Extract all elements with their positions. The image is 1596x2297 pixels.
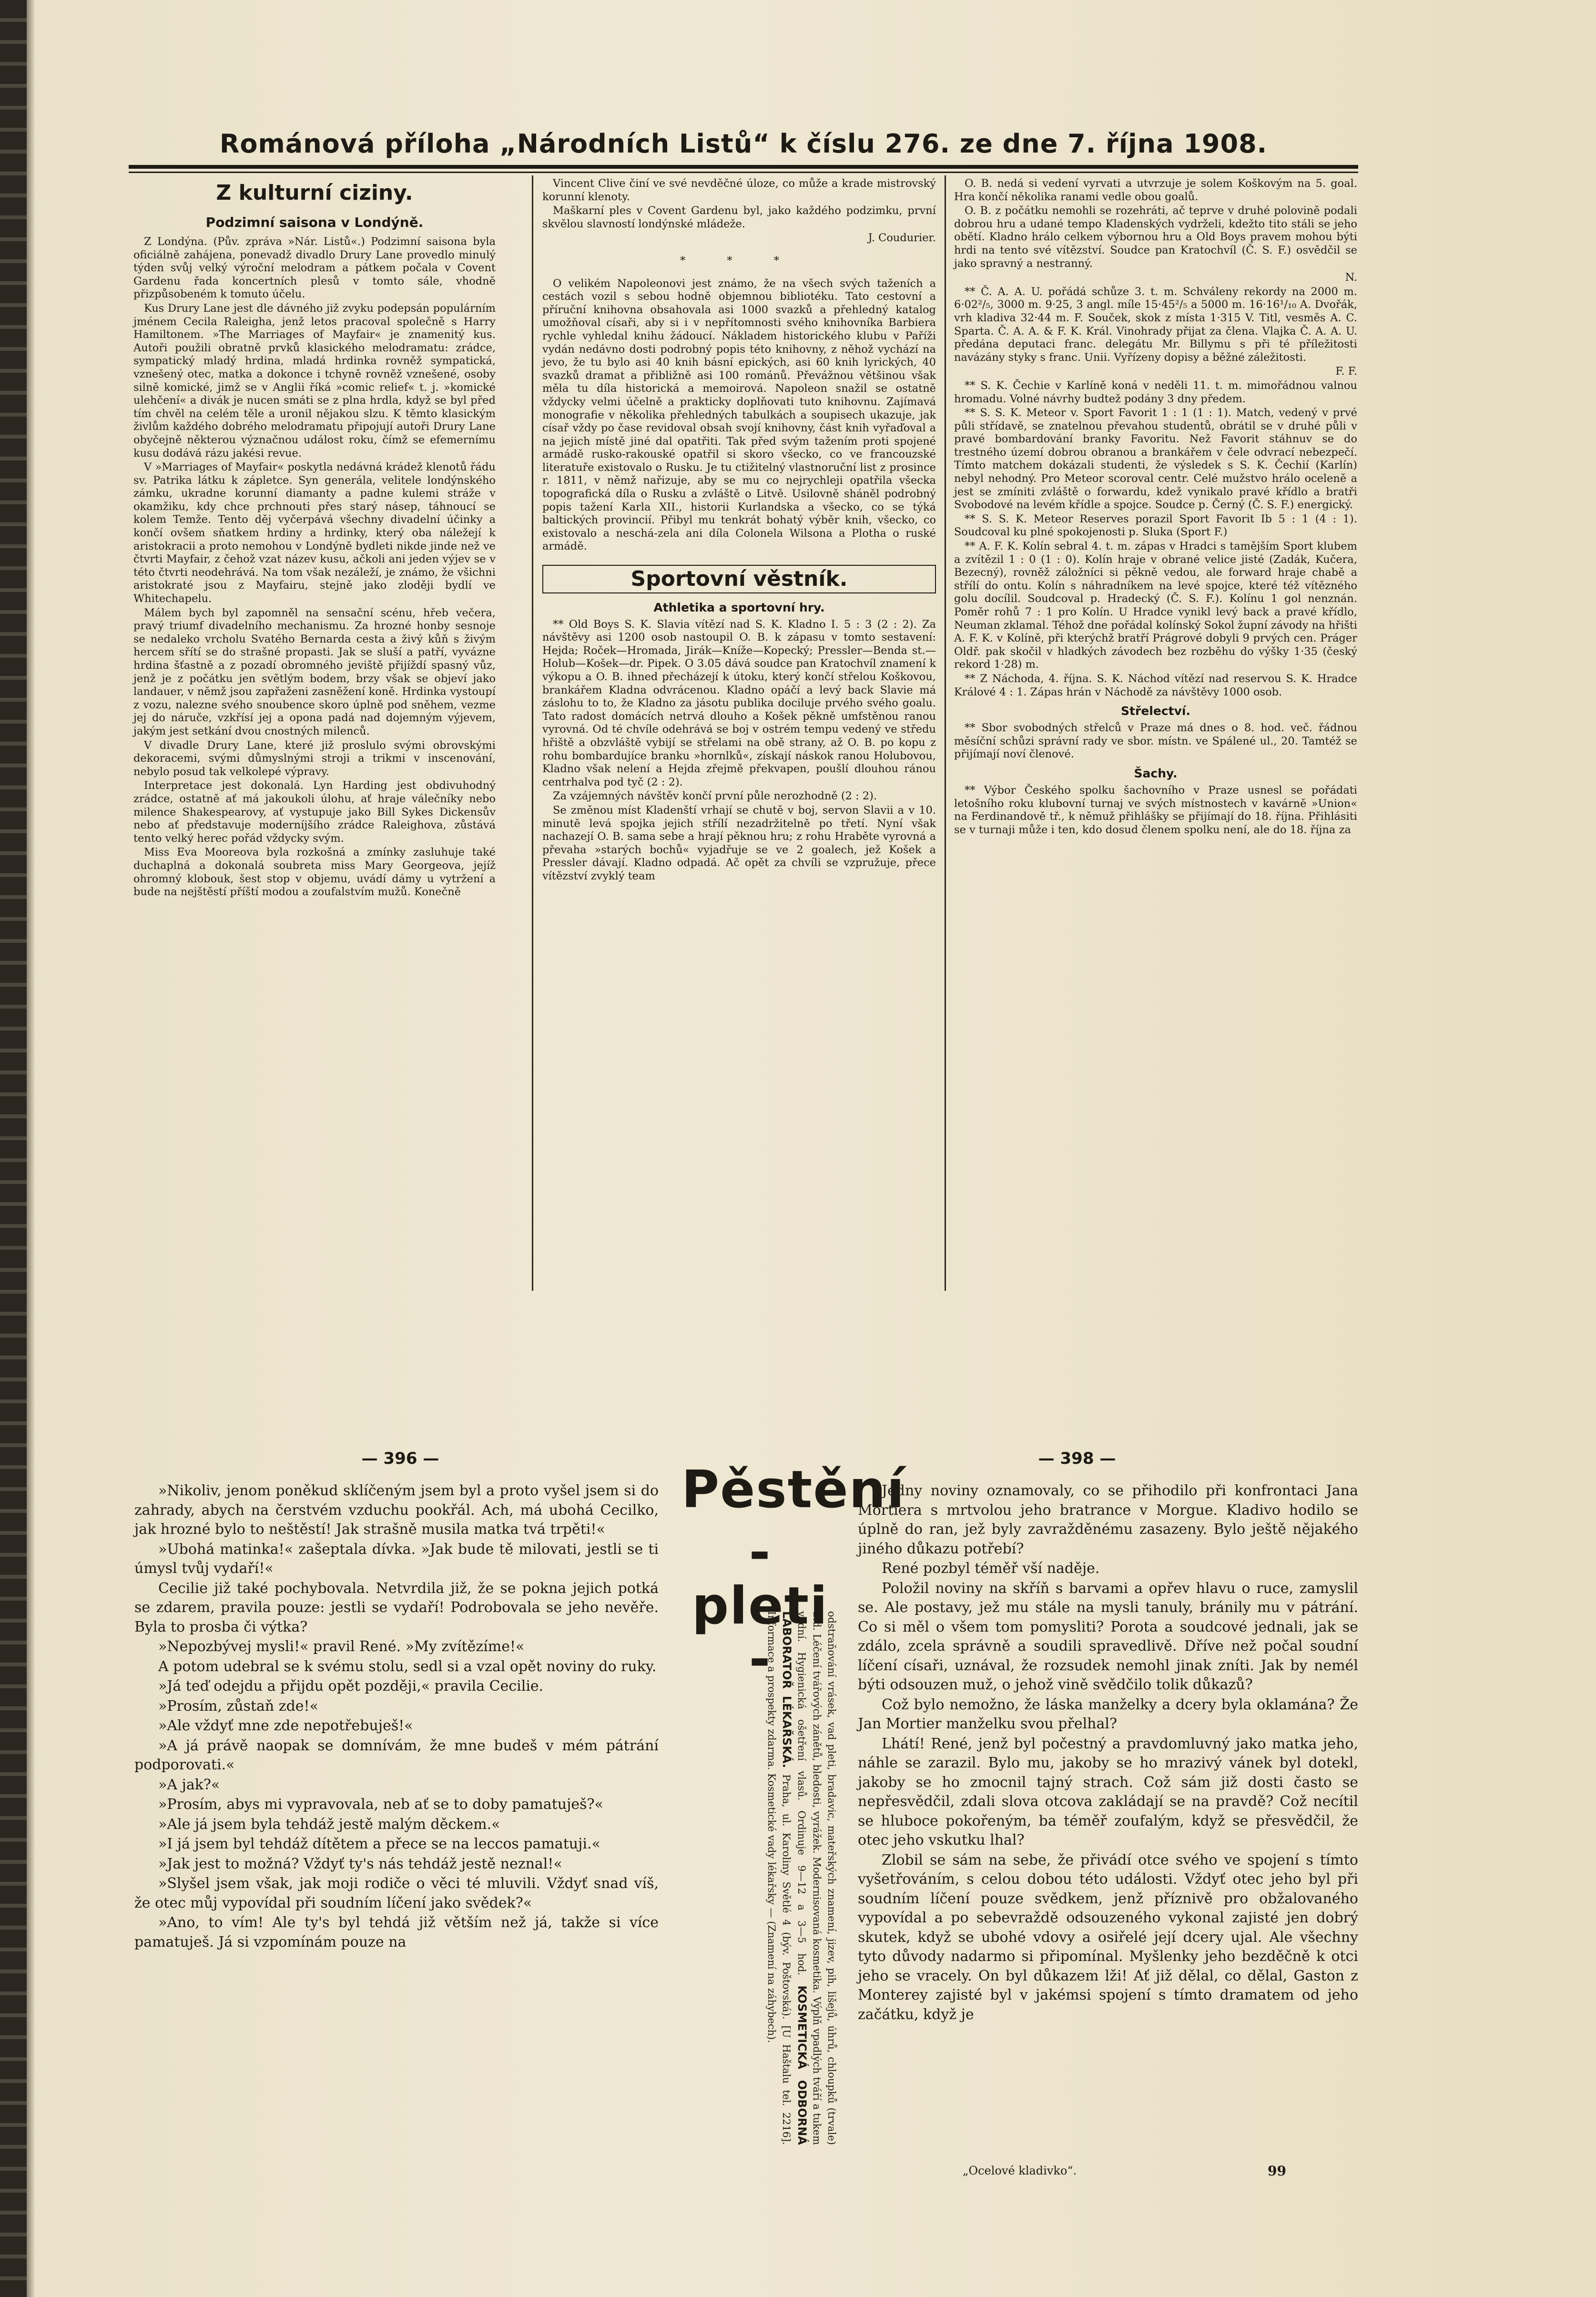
- story-paragraph: »Nepozbývej mysli!« pravil René. »My zvítězíme!«: [158, 1638, 525, 1655]
- story-paragraph: Jedny noviny oznamovaly, co se přihodilo při konfrontaci Jana Mortiera s mrtvolou jeho bratrance v Morgue. Kladivo hodilo se úplně do ran, jež byly zavražděnému zasazeny. Bylo ještě nějakého jiného důkazu potřebí?: [858, 1482, 1358, 1557]
- ad-lab-name: KOSMETICKÁ ODBORNÁ LABORATOŘ LÉKAŘSKÁ.: [780, 1611, 809, 2145]
- paragraph: ** Z Náchoda, 4. října. S. K. Náchod vítězí nad reservou S. K. Hradce Králové 4 : 1. Zápas hrán v Náchodě za návštěvy 1000 osob.: [954, 672, 1357, 698]
- story-paragraph: »A já právě naopak se domnívám, že mne budeš v mém pátrání podporovati.«: [134, 1737, 659, 1773]
- page-header: Románová příloha „Národních Listů“ k číslu 276. ze dne 7. října 1908.: [219, 129, 1268, 159]
- paragraph: O. B. nedá si vedení vyrvati a utvrzuje je solem Koškovým na 5. goal. Hra končí několika ranami vedle obou goalů.: [954, 177, 1357, 203]
- ad-rotated-box: [681, 1611, 839, 2145]
- paragraph: ** Sbor svobodných střelců v Praze má dnes o 8. hod. več. řádnou měsíční schůzi správní rady ve sbor. místn. ve Spálené ul., 20. Tamtéž se přijímají noví členové.: [954, 722, 1357, 761]
- story-left: [134, 1481, 659, 1952]
- story-paragraph: »Ale vždyť mne zde nepotřebuješ!«: [158, 1717, 413, 1734]
- cosmetics-advertisement: [681, 1460, 905, 2150]
- paragraph: ** A. F. K. Kolín sebral 4. t. m. zápas v Hradci s tamějším Sport klubem a zvítězil 1 : 0 (1 : 0). Kolín hraje v obrané velice jisté (Zadák, Kučera, Bezecný), rovněž záložníci si pěkně vedou, ale forward hraje chabě a střílí do ontu. Kolín s náhradníkem na levé spojce, které též vítězného golu docílil. Soudcoval p. Hradecký (Č. S. F.). Kolínu 1 gol nenznán. Poměr rohů 7 : 1 pro Kolín. U Hradce vynikl levý back a pravé křídlo, Neuman zklamal. Téhož dne pořádal kolínský Sokol župní závody na hřišti A. F. K. v Kolíně, při kterýchž bratří Prágrové dobyli 9 prvých cen. Práger Oldř. pak skočil v hladkých závodech bez rozběhu do výšky 1·35 (český rekord 1·28) m.: [954, 540, 1357, 671]
- story-paragraph: »Ubohá matinka!« zašeptala dívka. »Jak bude tě milovati, jestli se ti úmysl tvůj vydaří!«: [134, 1541, 659, 1577]
- athletics-title: Athletika a sportovní hry.: [653, 600, 825, 614]
- story-paragraph: Položil noviny na skříň s barvami a opřev hlavu o ruce, zamyslil se. Ale postavy, jež mu stále na mysli tanuly, bránily mu v pátrání. Co si měl o všem tom pomysliti? Porota a soudcové jednali, jak se zdálo, zcela správně a soudili spravedlivě. Dříve než počal soudní líčení císaři, uznával, že rozsudek nemohl jinak zníti. Jak by nemél býti odsouzen muž, o jehož vině svědčilo tolik důkazů?: [858, 1580, 1358, 1693]
- ad-title-line1: Pěstění: [681, 1460, 905, 1520]
- paragraph: Málem bych byl zapomněl na sensační scénu, hřeb večera, pravý triumf divadelního mechanismu. Za hrozné honby sesnoje se nedaleko vrcholu Svatého Bernarda cesta a živý kůň s živým hercem sřítí se do strašné propasti. Jak se sluší a patří, vyvázne hrdina šťastně a z pozadí obromného jeviště přijíždí spasný vůz, jenž je z počátku jen světlým bodem, brzy však se objeví jako landauer, v němž jsou zapřaženi zasněžení koně. Hrdinka vystoupí z vozu, nalezne svého snoubence skoro úplně pod sněhem, vezme jej do náruče, vzkřísí jej a opona padá nad dojemným výjevem, jakým jest setkání dvou cnostných milenců.: [133, 606, 496, 737]
- column-divider: [532, 175, 533, 1291]
- story-paragraph: »Ale já jsem byla tehdáž jestě malým děckem.«: [158, 1816, 500, 1833]
- story-paragraph: »Jak jest to možná? Vždyť ty's nás tehdáž jestě neznal!«: [158, 1855, 562, 1872]
- signature: N.: [1345, 271, 1357, 284]
- author-signature: J. Coudurier.: [868, 232, 936, 245]
- paragraph: Maškarní ples v Covent Gardenu byl, jako každého podzimku, první skvělou slavností londýnské mládeže.: [542, 204, 936, 230]
- story-paragraph: »Já teď odejdu a přijdu opět později,« pravila Cecilie.: [158, 1678, 544, 1695]
- ad-title-line2: - pleti -: [691, 1523, 829, 1689]
- story-paragraph: »Slyšel jsem však, jak moji rodiče o věci té mluvili. Vždyť snad víš, že otec můj vypovídal při soudním líčení jako svědek?«: [134, 1875, 659, 1911]
- paragraph: ** Výbor Českého spolku šachovního v Praze usnesl se pořádati letošního roku klubovní turnaj ve svých místnostech v kavárně »Union« na Ferdinandově tř., k němuž přihlášky se přijímají do 18. října. Přihlásiti se v turnaji může i ten, kdo dosud členem spolku není, ale do 18. října za: [954, 784, 1357, 836]
- paragraph: V divadle Drury Lane, které již proslulo svými obrovskými dekoracemi, svými důmyslnými stroji a trikmi v inscenování, nebylo posud tak velkolepé výpravy.: [133, 739, 496, 778]
- page-number-left: — 396 —: [361, 1449, 439, 1468]
- column-middle: [542, 177, 936, 884]
- story-paragraph: »I já jsem byl tehdáž dítětem a přece se na leccos pamatuji.«: [158, 1836, 600, 1852]
- header-rule-thin: [129, 172, 1358, 173]
- binding-edge: [0, 0, 27, 2297]
- header-rule: [129, 165, 1358, 169]
- paragraph: Z Londýna. (Pův. zpráva »Nár. Listů«.) Podzimní saisona byla oficiálně zahájena, ponevadž divadlo Drury Lane provedlo minulý týden svůj velký výroční melodram a pátkem počala v Covent Gardenu řada koncertních plesů v tomto sále, vhodně přizpůsobeném k tomuto účelu.: [133, 235, 496, 301]
- paragraph: Se změnou míst Kladenští vrhají se chutě v boj, servon Slavii a v 10. minutě levá spojka jejich střílí nezadržitelně po třetí. Nyní však nachazejí O. B. sama sebe a hrají pěknou hru; z rohu Hraběte vyrovná a převaha »starých bochů« vyjadřuje se ve 2 goalech, jež Košek a Pressler dávají. Kladno odpadá. Ač opět za chvíli se vzpružuje, přece vítězství zvyklý team: [542, 804, 936, 882]
- column-sport: [954, 177, 1357, 837]
- story-paragraph: A potom udebral se k svému stolu, sedl si a vzal opět noviny do ruky.: [158, 1658, 657, 1675]
- paragraph: Vincent Clive činí ve své nevděčné úloze, co může a krade mistrovský korunní klenoty.: [542, 177, 936, 203]
- section-title: Z kulturní ciziny.: [216, 181, 413, 205]
- paragraph: O. B. z počátku nemohli se rozehráti, ač teprve v druhé polovině podali dobrou hru a udané tempo Kladenských vydrželi, kdežto tito stáli se jeho obětí. Kladno hrálo celkem výbornou hru a Old Boys pravem mohou býti hrdi na tento své vítězství. Soudce pan Kratochvíl (Č. S. F.) osvědčil se jako spravný a nestranný.: [954, 204, 1357, 270]
- paragraph: ** S. K. Čechie v Karlíně koná v neděli 11. t. m. mimořádnou valnou hromadu. Volné návrhy budtež podány 3 dny předem.: [954, 379, 1357, 405]
- story-footer-label: „Ocelové kladivko“.: [963, 2164, 1077, 2177]
- section-stars: * * *: [680, 254, 799, 267]
- paragraph: Interpretace jest dokonalá. Lyn Harding jest obdivuhodný zrádce, ostatně ať má jakoukoli úlohu, ať hraje válečníky nebo milence Shakespearovy, ať vystupuje jako Bill Sykes Dickensův nebo ať představuje moderníjšího zrádce Raleighova, zůstává tento velký herec pořád vždycky svým.: [133, 779, 496, 845]
- napoleon-paragraph: O velikém Napoleonovi jest známo, že na všech svých taženích a cestách vozil s sebou hodně objemnou bibliotéku. Tato cestovní a příruční knihovna obsahovala asi 1000 svazků a přehledný katalog umožňoval císaři, aby si i v nepřítomnosti svého knihovníka Barbiera rychle vyhledal knihu žádoucí. Nákladem historického klubu v Paříži vydán nedávno dosti podrobný popis této knihovny, z něhož vychází na jevo, že tu bylo asi 40 knih básní epických, asi 60 knih lyrických, 40 svazků dramat a přibližně asi 100 románů. Převážnou většinou však měla tu díla historická a memoirová. Napoleon snažil se ostatně vždycky velmi účelně a prakticky doplňovati tuto knihovnu. Zajímavá monografie v několika přehledných tabulkách a soupisech ukazuje, jak císař vždy po čase revidoval obsah svojí knihovny, část knih vyřaďoval a na jejich místě jiné dal opatřiti. Tak před svým tažením proti spojené armádě rusko-rakouské opatřil si skoro všecko, co ve francouzské literatuře existovalo o Rusku. Je tu ctižitelný vlastnoruční list z prosince r. 1811, v němž nařizuje, aby se mu co nejrychleji opatřila všecka topografická díla o Rusku a zvláště o Litvě. Usilovně sháněl podrobný popis tažení Karla XII., historii Kurlandska a všecko, co se týká baltických provincií. Přibyl mu tenkrát bohatý výběr knih, všecko, co existovalo a neschá-zela ani díla Colonela Wilsona a Plotha o ruské armádě.: [542, 277, 936, 553]
- paragraph: ** Old Boys S. K. Slavia vítězí nad S. K. Kladno I. 5 : 3 (2 : 2). Za návštěvy asi 1200 osob nastoupil O. B. k zápasu v tomto sestavení: Hejda; Roček—Hromada, Jirák—Kníže—Kopecký; Pressler—Benda st.—Holub—Košek—dr. Pipek. O 3.05 dává soudce pan Kratochvíl znamení k výkopu a O. B. ihned přecházejí k útoku, který končí střelou Koškovou, brankářem Kladna odvrácenou. Kladno opáčí a levý back Slavie má záslohu to to, že Kladno za jásotu publika dociluje prvého svého goalu. Tato radost domácích netrvá dlouho a Košek pěkně umfstěnou ranou vyrovná. Od té chvíle odehrává se boj v ostrém tempu vedený ve středu hřiště a obzvláště vybijí se střelami na obě strany, až O. B. po kopu z rohu bombardujíce branku »hornlků«, získají náskok ranou Holubovou, Kladno však nelení a Hejda zřejmě překvapen, poušlí dlouhou ránou centrhalva pod tyč (2 : 2).: [542, 618, 936, 788]
- paragraph: ** S. S. K. Meteor Reserves porazil Sport Favorit Ib 5 : 1 (4 : 1). Soudcoval ku plné spokojenosti p. Sluka (Sport F.): [954, 512, 1357, 539]
- story-paragraph: Zlobil se sám na sebe, že přivádí otce svého ve spojení s tímto vyšetřováním, s celou dobou této události. Vždyť otec jeho byl při soudním líčení pouze svědkem, jenž příznivě pro obžalovaného vypovídal a po sebevraždě odsouzeného vykonal zajisté jen dobrý skutek, když se ubohé vdovy a osiřelé její dcery ujal. Ale všechny tyto důvody nadarmo si připomínal. Myšlenky jeho bezděčně k otci jeho se vracely. On byl důkazem lži! Ať již dělal, co dělal, Gaston z Monterey zajisté byl v jakémsi spojení s tímto dramatem od jeho začátku, když je: [858, 1851, 1358, 2023]
- chess-title: Šachy.: [1134, 766, 1178, 780]
- shooting-title: Střelectví.: [1121, 704, 1190, 718]
- story-paragraph: »A jak?«: [158, 1776, 220, 1793]
- story-paragraph: Lhátí! René, jenž byl počestný a pravdomluvný jako matka jeho, náhle se zarazil. Bylo mu, jakoby se ho mrazivý vánek byl dotekl, jakoby se ho zmocnil tajný strach. Což sám již dosti často se nepřesvědčil, zdali slova otcova zakládají se na pravdě? Což necítil se hluboce pokořeným, ba téměř zoufalým, když se přesvědčil, že otec jeho vskutku lhal?: [858, 1735, 1358, 1848]
- article-title: Podzimní saisona v Londýně.: [205, 214, 424, 230]
- ad-rotated-text: [681, 1611, 839, 2145]
- paragraph: V »Marriages of Mayfair« poskytla nedávná krádež klenotů řádu sv. Patrika látku k zápletce. Syn generála, velitele londýnského zámku, ukradne korunní diamanty a padne kulemi stráže v okamžiku, kdy chce prchnouti přes starý násep, táhnoucí se kolem Temže. Tento děj vyčerpává všechny divadelní účinky a končí ovšem sňatkem hrdiny a hrdinky, který oba náležejí k aristokracii a proto nemohou v Londýně bydleti nikde jinde než ve čtvrti Mayfair, z čehož vzat název kusu, ačkoli ani jeden výjev se v této čtvrti neodehrává. Na tom však nezáleží, je známo, že všichni aristokraté jsou z Mayfairu, stejně jako zloději bydlí ve Whitechapelu.: [133, 461, 496, 605]
- paragraph: Za vzájemných návštěv končí první půle nerozhodně (2 : 2).: [553, 790, 877, 803]
- ad-lead-text: odstraňování vrásek, vad pleti, bradavic, mateřských znamení, jizev, pih, lišejů, úhrů, chloupků (trvale) atd. Léčení tvářových zánětů, bledosti, vyrážek. Modernisovaná kosmetika. Výplň vpadlých tváří a tukem vadní. Hygienická ošetření vlasů. Ordinuje 9—12 a 3—5 hod.: [796, 1611, 837, 2145]
- story-paragraph: Což bylo nemožno, že láska manželky a dcery byla oklamána? Že Jan Mortier manželku svou přelhal?: [858, 1696, 1358, 1732]
- story-paragraph: Cecilie již také pochybovala. Netvrdila již, že se pokna jejich potká se zdarem, pravila pouze: jestli se vydaří! Podrobovala se jeho nevěře. Byla to prosba či výtka?: [134, 1580, 659, 1635]
- signature: F. F.: [1335, 365, 1357, 378]
- story-paragraph: »Ano, to vím! Ale ty's byl tehdá již větším než já, takže si více pamatuješ. Já si vzpomínám pouze na: [134, 1914, 659, 1950]
- signature-mark: 99: [1268, 2163, 1286, 2179]
- sport-section-title: Sportovní věstník.: [542, 565, 936, 593]
- paragraph: Kus Drury Lane jest dle dávného již zvyku podepsán populárním jménem Cecila Raleigha, jenž letos pracoval společně s Harry Hamiltonem. »The Marriages of Mayfair« je znamenitý kus. Autoři použili obratně prvků klasického melodramatu: zrádce, sympatický mladý hrdina, mladá hrdinka rovněž sympatická, vznešený otec, matka a dokonce i tchyně rovněž vznešené, osoby silně komické, jimž se v Anglii říká »comic relief« t. j. »komické ulehčení« a divák je nucen smáti se z plna hrdla, když se byl před tím chvěl na celém těle a uronil nějakou slzu. K těmto klasickým živlům každého dobrého melodramatu připojují autoři Drury Lane obyčejně některou význačnou událost roku, čímž se efemernímu kusu dodává rázu jakési revue.: [133, 302, 496, 459]
- story-paragraph: René pozbyl téměř vší naděje.: [882, 1560, 1100, 1577]
- story-paragraph: »Prosím, abys mi vypravovala, neb ať se to doby pamatuješ?«: [158, 1796, 603, 1813]
- column-culture: [133, 177, 496, 900]
- article-body: [133, 235, 496, 899]
- paragraph: ** S. S. K. Meteor v. Sport Favorit 1 : 1 (1 : 1). Match, vedený v prvé půli střídavě, se znatelnou převahou studentů, obrátil se v druhé půli v pravé bombardování branky Favoritu. Než Favorit stáhnuv se do trestného území dobrou obranou a brankářem v čele odvrací nebezpečí. Tímto matchem dokázali studenti, že výsledek s S. K. Čechií (Karlín) nebyl nehodný. Pro Meteor scoroval centr. Celé mužstvo hrálo oceleně a jest se zmíniti zvláště o forwardu, kdež vynikalo pravé křídlo a bratři Svobodové na levém křídle a spojce. Soudce p. Černý (Č. S. F.) energický.: [954, 407, 1357, 511]
- column-divider: [945, 175, 946, 1291]
- paragraph: Miss Eva Mooreova byla rozkošná a zmínky zasluhuje také duchaplná a dokonalá soubreta miss Mary Georgeova, jejíž ohromný klobouk, šest stop v objemu, uvádí dámy u vytržení a bude na nejštěstí příští modou a zoufalstvím mužů. Konečně: [133, 846, 496, 898]
- paragraph: ** Č. A. A. U. pořádá schůze 3. t. m. Schváleny rekordy na 2000 m. 6·02²/₅, 3000 m. 9·25, 3 angl. míle 15·45²/₅ a 5000 m. 16·16¹/₁₀ A. Dvořák, vrh kladiva 32·44 m. F. Souček, skok z místa 1·315 V. Titl, vesměs A. C. Sparta. Č. A. A. & F. K. Král. Vinohrady přijat za člena. Vlajka Č. A. A. U. předána deputaci franc. delegátu Mr. Billymu s při té příležitosti navázány styky s franc. Unii. Vyřízeny dopisy a běžné záležitosti.: [954, 285, 1357, 364]
- page-number-right: — 398 —: [1038, 1449, 1116, 1468]
- story-paragraph: »Prosím, zůstaň zde!«: [158, 1697, 318, 1715]
- story-right: [858, 1481, 1358, 2025]
- story-paragraph: »Nikoliv, jenom poněkud sklíčeným jsem byl a proto vyšel jsem si do zahrady, abych na čerstvém vzduchu pookřál. Ach, má ubohá Cecilko, jak hrozné bylo to neštěstí! Jak strašně musila matka tvá trpěti!«: [134, 1482, 659, 1538]
- ad-address: Praha, ul. Karoliny Světlé 4 (býv. Poštovská). [U Haštalu tel. 2216]. Informace a prospekty zdarma. Kosmetické vady lékařsky — (Znamení na záhybech).: [766, 1611, 792, 2145]
